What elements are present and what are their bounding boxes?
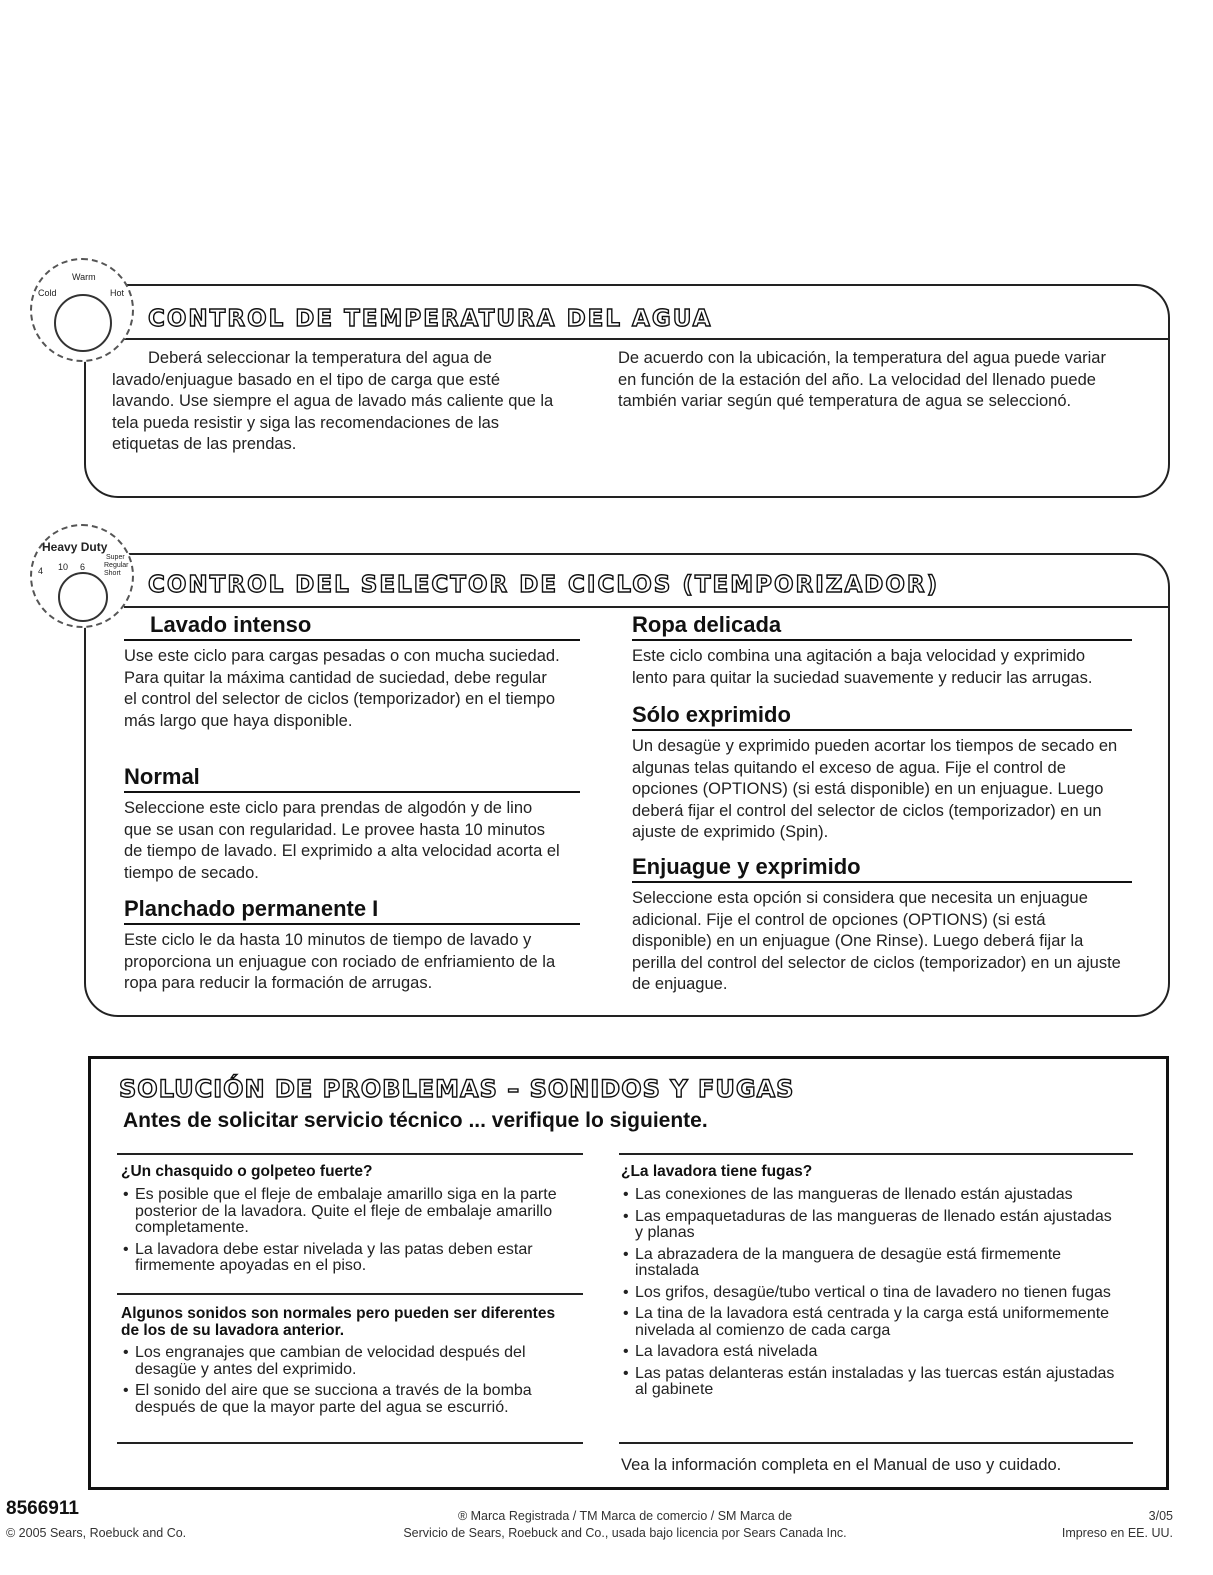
left-column-rule-top (117, 1153, 583, 1155)
trademark-line-1: ® Marca Registrada / TM Marca de comercio / SM Marca de (457, 1509, 793, 1523)
list-item: • La lavadora debe estar nivelada y las patas deben estar firmemente apoyadas en el piso. (121, 1242, 571, 1275)
dial-label-super: Super (106, 554, 125, 561)
temperature-left-text: Deberá seleccionar la temperatura del agua de lavado/enjuague basado en el tipo de carga que esté lavando. Use siempre el agua de lavado más caliente que la tela pueda resistir y siga las recomendaciones de las etiquetas de las prendas. (112, 349, 554, 453)
dial-label-short: Short (104, 570, 121, 577)
dial-knob (54, 294, 112, 352)
right-column-rule-top (619, 1153, 1133, 1155)
dial-label-regular: Regular (104, 562, 129, 569)
list-item: • La lavadora está nivelada (621, 1344, 1121, 1361)
heading-normal: Normal (124, 764, 580, 793)
dial-label-hot: Hot (110, 288, 125, 298)
dial-label-cold: Cold (38, 288, 57, 298)
temperature-right-text: De acuerdo con la ubicación, la temperatura del agua puede variar en función de la estación del año. La velocidad del llenado puede también variar según qué temperatura de agua se seleccionó. (618, 349, 1106, 410)
list-item: • Los engranajes que cambian de velocidad después del desagüe y antes del exprimido. (121, 1345, 561, 1378)
dial-knob (58, 572, 108, 622)
troubleshooting-title: SOLUCIÓN DE PROBLEMAS – SONIDOS Y FUGAS (119, 1075, 795, 1103)
heading-enjuague-exprimido: Enjuague y exprimido (632, 854, 1132, 883)
list-sonidos (121, 1345, 561, 1421)
question-chasquido: ¿Un chasquido o golpeteo fuerte? (121, 1163, 373, 1180)
right-column-rule-bottom (619, 1442, 1133, 1444)
temperature-section-title: CONTROL DE TEMPERATURA DEL AGUA (148, 306, 713, 332)
heading-lavado-intenso: Lavado intenso (124, 612, 580, 641)
list-item: • Las conexiones de las mangueras de llenado están ajustadas (621, 1187, 1121, 1204)
list-fugas (621, 1187, 1121, 1404)
dial-label-10: 10 (58, 562, 69, 572)
manual-note: Vea la información completa en el Manual de uso y cuidado. (621, 1456, 1062, 1474)
question-sonidos-normales: Algunos sonidos son normales pero pueden ser diferentes de los de su lavadora anterior. (121, 1305, 556, 1339)
troubleshooting-subtitle: Antes de solicitar servicio técnico ... verifique lo siguiente. (123, 1109, 708, 1132)
text-lavado-intenso: Use este ciclo para cargas pesadas o con mucha suciedad. Para quitar la máxima cantidad de suciedad, debe regular el control del selector de ciclos (temporizador) en el tiempo más largo que haya disponible. (124, 647, 560, 730)
text-normal: Seleccione este ciclo para prendas de algodón y de lino que se usan con regularidad. Le provee hasta 10 minutos de tiempo de lavado. El exprimido a alta velocidad acorta el tiempo de secado. (124, 799, 560, 882)
heading-solo-exprimido: Sólo exprimido (632, 702, 1132, 731)
list-item: • Las patas delanteras están instaladas y las tuercas están ajustadas al gabinete (621, 1366, 1121, 1399)
troubleshooting-box (88, 1056, 1169, 1490)
list-item: • La abrazadera de la manguera de desagüe está firmemente instalada (621, 1247, 1121, 1280)
list-item: • Las empaquetaduras de las mangueras de llenado están ajustadas y planas (621, 1209, 1121, 1242)
text-solo-exprimido: Un desagüe y exprimido pueden acortar los tiempos de secado en algunas telas quitando el exceso de agua. Fije el control de opciones (OPTIONS) (si está disponible) en un enjuague. Luego deberá fijar el control del selector de ciclos (temporizador) en un ajuste de exprimido (Spin). (632, 737, 1118, 841)
temperature-dial-icon (30, 258, 134, 362)
list-item: • El sonido del aire que se succiona a través de la bomba después de que la mayor parte del agua se escurrió. (121, 1383, 561, 1416)
left-column-rule-mid (117, 1293, 583, 1295)
heading-ropa-delicada: Ropa delicada (632, 612, 1132, 641)
cycle-section-title: CONTROL DEL SELECTOR DE CICLOS (TEMPORIZADOR) (148, 572, 940, 598)
list-chasquido (121, 1187, 571, 1280)
list-item: • La tina de la lavadora está centrada y la carga está uniformemente nivelada al comienzo de cada carga (621, 1306, 1121, 1339)
print-date: 3/05 (1148, 1509, 1173, 1523)
part-number: 8566911 (6, 1498, 79, 1519)
dial-label-6: 6 (80, 562, 86, 572)
dial-label-warm: Warm (72, 272, 96, 282)
list-item: • Es posible que el fleje de embalaje amarillo siga en la parte posterior de la lavadora. Quite el fleje de embalaje amarillo completamente. (121, 1187, 571, 1237)
heading-planchado-permanente: Planchado permanente I (124, 896, 580, 925)
list-item: • Los grifos, desagüe/tubo vertical o tina de lavadero no tienen fugas (621, 1285, 1121, 1302)
cycle-dial-icon (30, 524, 134, 628)
text-enjuague-exprimido: Seleccione esta opción si considera que necesita un enjuague adicional. Fije el control de opciones (OPTIONS) (si está disponible) en un enjuague (One Rinse). Luego deberá fijar la perilla del control del selector de ciclos (temporizador) en un ajuste de enjuague. (632, 889, 1121, 993)
left-column-rule-bottom (117, 1442, 583, 1444)
copyright: © 2005 Sears, Roebuck and Co. (6, 1526, 187, 1540)
text-ropa-delicada: Este ciclo combina una agitación a baja velocidad y exprimido lento para quitar la suciedad suavemente y reducir las arrugas. (632, 647, 1093, 687)
cycle-title-rule (124, 606, 1170, 608)
dial-label-4: 4 (38, 566, 44, 576)
temperature-title-rule (124, 338, 1170, 340)
printed-in: Impreso en EE. UU. (1061, 1526, 1173, 1540)
text-planchado-permanente: Este ciclo le da hasta 10 minutos de tiempo de lavado y proporciona un enjuague con rociado de enfriamiento de la ropa para reducir la formación de arrugas. (124, 931, 556, 992)
question-fugas: ¿La lavadora tiene fugas? (621, 1163, 813, 1180)
dial-label-heavy-duty: Heavy Duty (42, 540, 108, 554)
trademark-line-2: Servicio de Sears, Roebuck and Co., usada bajo licencia por Sears Canada Inc. (403, 1526, 847, 1540)
